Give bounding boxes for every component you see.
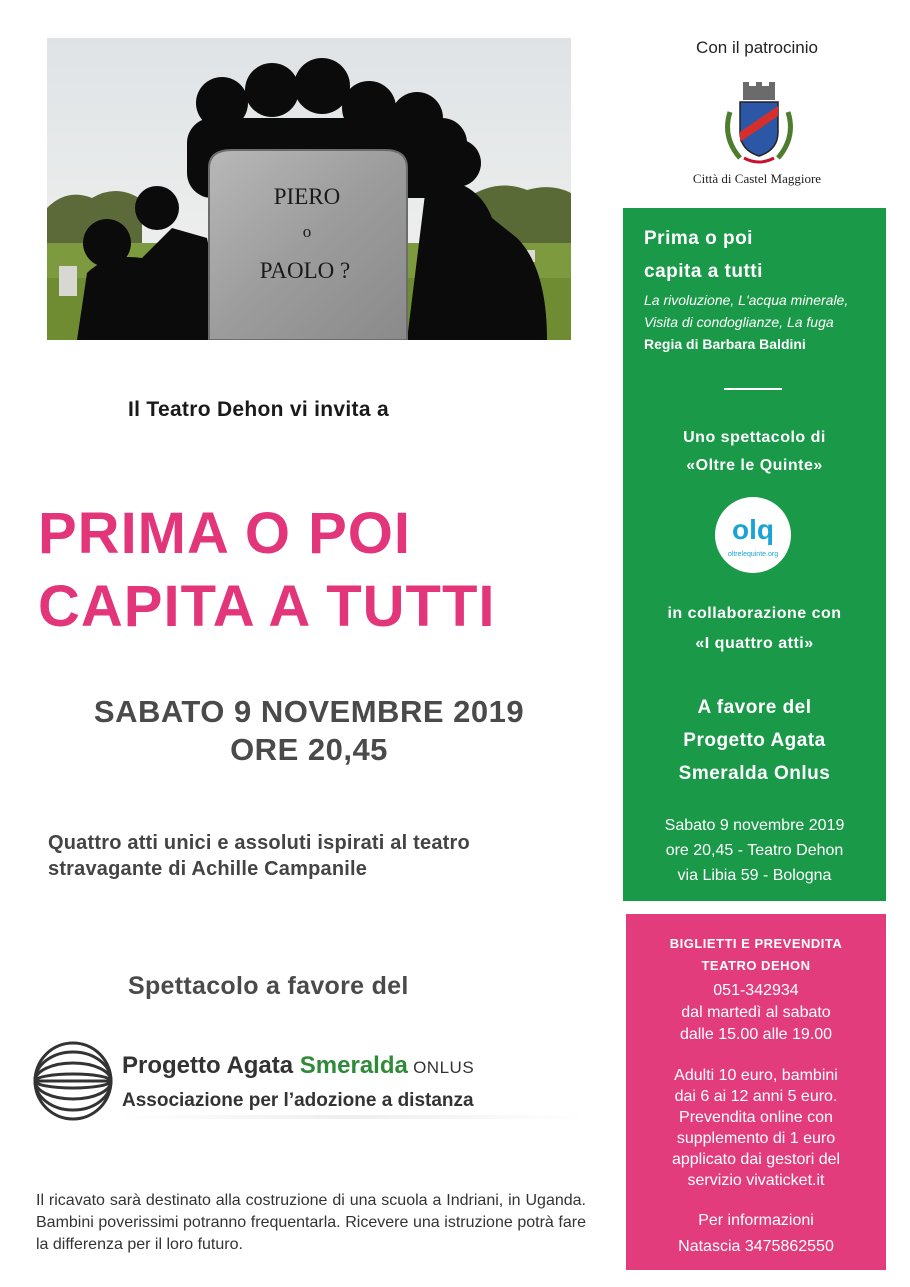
- director-credit: Regia di Barbara Baldini: [644, 336, 806, 352]
- panel-divider: [724, 388, 782, 390]
- progetto-agata-subtitle: Associazione per l’adozione a distanza: [122, 1090, 474, 1111]
- city-crest-icon: [718, 82, 800, 168]
- show-title-line2: CAPITA A TUTTI: [38, 574, 496, 639]
- tombstone-line2: o: [302, 222, 312, 241]
- logo-divider: [118, 1115, 586, 1119]
- price-line5: applicato dai gestori del: [671, 1151, 841, 1168]
- beneficiary-line2: Progetto Agata: [683, 730, 826, 751]
- globe-logo-icon: [32, 1040, 114, 1122]
- venue-address: via Libia 59 - Bologna: [677, 867, 832, 884]
- oltre-le-quinte-logo-icon: [714, 496, 792, 574]
- patronage-label: Con il patrocinio: [696, 38, 818, 57]
- beneficiary-line3: Smeralda Onlus: [678, 763, 831, 784]
- tombstone-line3: PAOLO ?: [259, 258, 351, 283]
- company-name: «Oltre le Quinte»: [686, 457, 823, 474]
- event-time: ORE 20,45: [230, 732, 388, 767]
- svg-text:olq: olq: [732, 514, 774, 545]
- city-name: Città di Castel Maggiore: [692, 171, 822, 186]
- description-line1: Quattro atti unici e assoluti ispirati al teatro: [48, 832, 470, 854]
- info-label: Per informazioni: [698, 1212, 814, 1229]
- price-line2: dai 6 ai 12 anni 5 euro.: [674, 1088, 838, 1105]
- price-line4: supplemento di 1 euro: [676, 1130, 836, 1147]
- tickets-heading-line2: TEATRO DEHON: [701, 958, 811, 973]
- box-office-hours: dalle 15.00 alle 19.00: [679, 1026, 833, 1043]
- panel-title-line2: capita a tutti: [644, 261, 763, 282]
- olq-logo-text: oltrelequinte.org: [727, 551, 779, 558]
- footer-paragraph: Il ricavato sarà destinato alla costruzione di una scuola a Indriani, in Uganda. Bambini poverissimi potranno frequentarla. Ricevere una istruzione potrà fare la differenza per il loro futuro.: [36, 1192, 586, 1253]
- description-line2: stravagante di Achille Campanile: [48, 858, 368, 880]
- hero-image: [47, 38, 571, 340]
- progetto-agata-name-onlus: ONLUS: [407, 1058, 475, 1077]
- beneficiary-heading: Spettacolo a favore del: [128, 972, 409, 1000]
- price-line1: Adulti 10 euro, bambini: [674, 1067, 838, 1084]
- venue-date: Sabato 9 novembre 2019: [664, 817, 845, 834]
- invite-text: Il Teatro Dehon vi invita a: [128, 398, 389, 421]
- tombstone-line1: PIERO: [273, 184, 341, 209]
- tickets-heading-line1: BIGLIETTI E PREVENDITA: [669, 936, 843, 951]
- box-office-phone: 051-342934: [713, 982, 799, 999]
- beneficiary-line1: A favore del: [697, 697, 812, 718]
- collaboration-intro: in collaborazione con: [667, 605, 842, 622]
- progetto-agata-name-smeralda: Smeralda: [299, 1052, 408, 1079]
- box-office-days: dal martedì al sabato: [681, 1004, 831, 1021]
- venue-time: ore 20,45 - Teatro Dehon: [665, 842, 844, 859]
- company-intro: Uno spettacolo di: [683, 429, 826, 446]
- progetto-agata-name-part1: Progetto Agata: [122, 1052, 300, 1079]
- collaborator-name: «I quattro atti»: [695, 635, 814, 652]
- contact-phone: Natascia 3475862550: [678, 1238, 834, 1255]
- show-title-line1: PRIMA O POI: [38, 501, 411, 566]
- progetto-agata-name: [122, 1052, 474, 1080]
- price-line3: Prevendita online con: [679, 1109, 833, 1126]
- acts-list-line2: Visita di condoglianze, La fuga: [644, 314, 834, 330]
- price-line6: servizio vivaticket.it: [687, 1172, 825, 1189]
- event-date: SABATO 9 NOVEMBRE 2019: [93, 694, 525, 729]
- acts-list-line1: La rivoluzione, L'acqua minerale,: [644, 292, 849, 308]
- panel-title-line1: Prima o poi: [644, 228, 753, 249]
